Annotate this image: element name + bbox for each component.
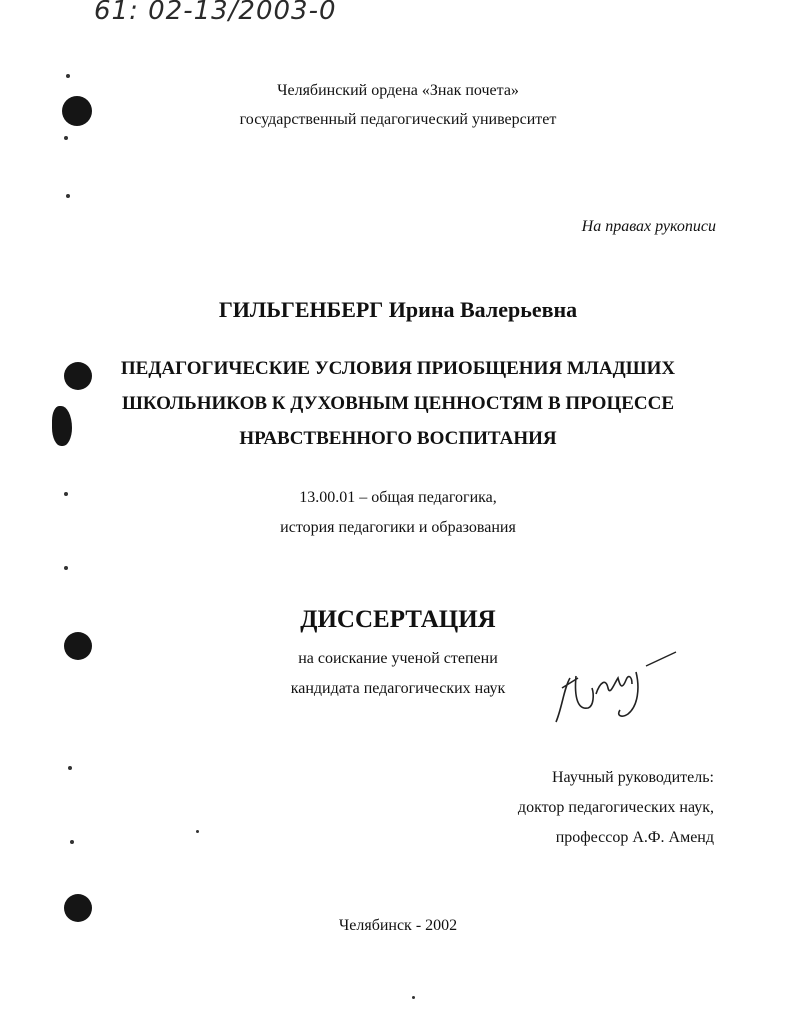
advisor-name: профессор А.Ф. Аменд (555, 829, 714, 846)
title-line: НРАВСТВЕННОГО ВОСПИТАНИЯ (239, 428, 557, 449)
title-line: ШКОЛЬНИКОВ К ДУХОВНЫМ ЦЕННОСТЯМ В ПРОЦЕССЕ (121, 393, 675, 414)
place-year: Челябинск - 2002 (338, 917, 458, 934)
degree-line-2: кандидата педагогических наук (290, 680, 506, 697)
institution-line-2: государственный педагогический университет (239, 111, 557, 128)
manuscript-note: На правах рукописи (581, 218, 716, 235)
scan-speck (64, 136, 68, 140)
advisor-label: Научный руководитель: (551, 769, 714, 786)
handwritten-signature-icon (548, 648, 680, 730)
archive-code: 61: 02-13/2003-0 (94, 0, 337, 26)
scan-speck (70, 840, 74, 844)
doc-type-heading: ДИССЕРТАЦИЯ (300, 606, 496, 633)
author-name: ГИЛЬГЕНБЕРГ Ирина Валерьевна (218, 297, 578, 322)
scan-speck (66, 194, 70, 198)
scan-speck (196, 830, 199, 833)
scan-speck (68, 766, 72, 770)
specialty-line-1: 13.00.01 – общая педагогика, (299, 489, 497, 506)
dissertation-title (0, 351, 796, 456)
degree-line-1: на соискание ученой степени (298, 650, 498, 667)
scan-speck (64, 566, 68, 570)
scan-speck (412, 996, 415, 999)
institution-line-1: Челябинский ордена «Знак почета» (277, 82, 519, 99)
specialty-line-2: история педагогики и образования (280, 519, 516, 536)
title-line: ПЕДАГОГИЧЕСКИЕ УСЛОВИЯ ПРИОБЩЕНИЯ МЛАДШИХ (120, 358, 676, 379)
scan-speck (66, 74, 70, 78)
advisor-degree: доктор педагогических наук, (517, 799, 714, 816)
